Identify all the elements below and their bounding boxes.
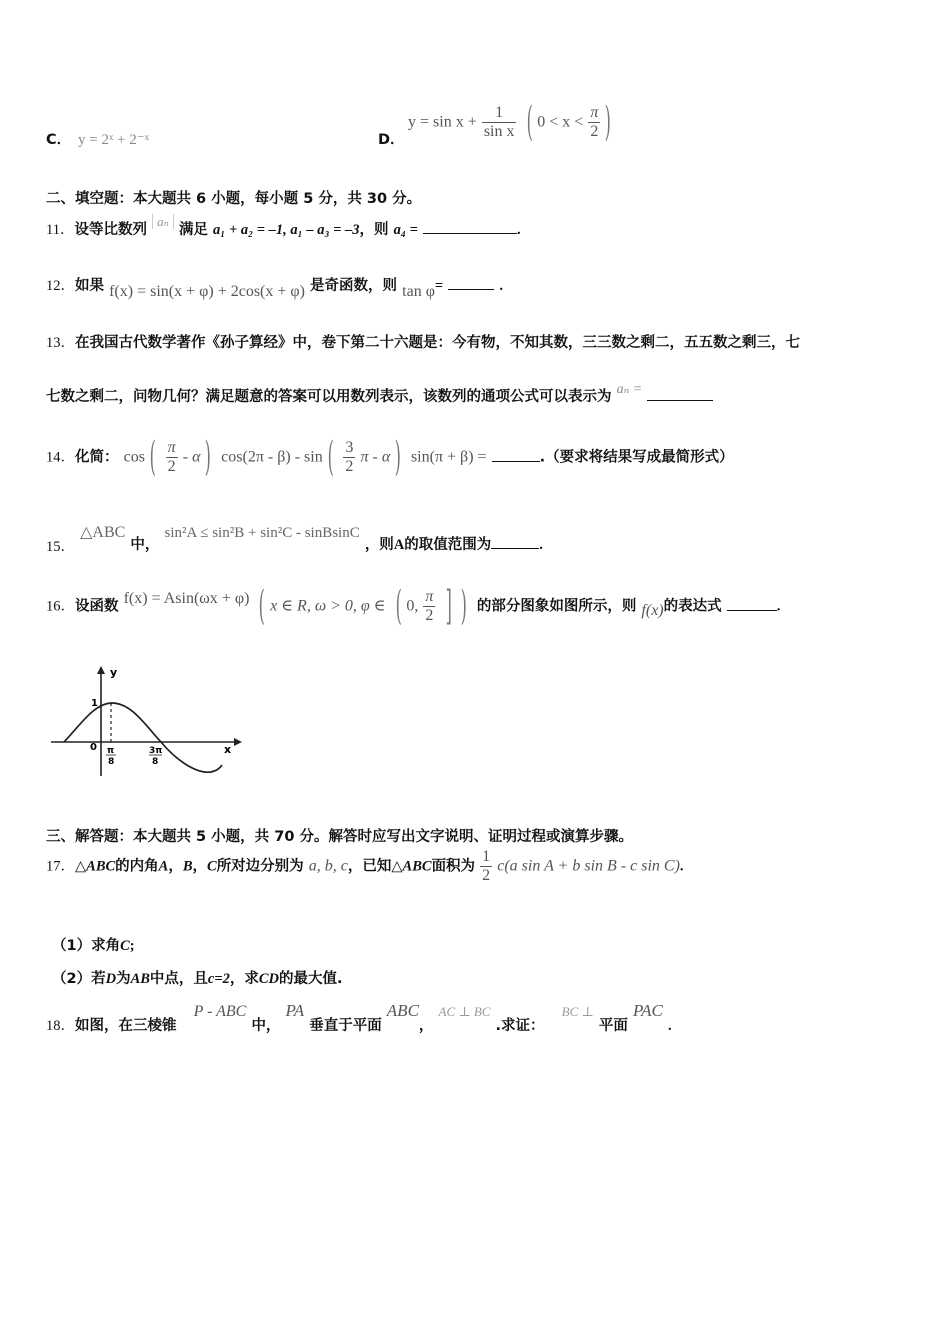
question-12: 12．如果 f(x) = sin(x + φ) + 2cos(x + φ) 是奇函数，则 tan φ= . <box>46 278 503 300</box>
option-d-fraction: $\frac{1}{\text{sin x}}$ <box>483 103 515 140</box>
answer-blank-15[interactable] <box>491 547 539 549</box>
tick-3pi-8-den: 8 <box>152 757 159 767</box>
question-11: 11．设等比数列 $^{a_n}$ 满足 a₁ + a₂ = –1, a₁ – a₃ = –3，则 a₄ = . <box>46 214 521 238</box>
answer-blank-13[interactable] <box>647 399 713 401</box>
question-15: 15． △ABC 中， sin²A ≤ sin²B + sin²C - sinBsinC ，则A的取值范围为 . <box>46 524 543 555</box>
question-16: 16．设函数 f(x) = Asin(ωx + φ) ( x ∈ R, ω > 0, φ ∈ ( 0, $\frac{\pi}{2}$ ] ) 的部分图象如图所示，则 f(x)的表达式 . <box>46 583 781 629</box>
question-13-line-1: 13．在我国古代数学著作《孙子算经》中，卷下第二十六题是：今有物，不知其数，三三数之剩二，五五数之剩三，七 <box>46 335 800 351</box>
option-d-label: D． <box>378 132 405 148</box>
tick-pi-8-num: π <box>107 746 115 756</box>
x-label: x <box>224 743 232 756</box>
option-d-formula: y = sin x + $\frac{1}{\text{sin x}}$ ( 0 < x < $\frac{\pi}{2}$ ) <box>408 99 612 145</box>
x-axis-arrow <box>234 738 242 746</box>
option-c <box>46 128 71 149</box>
answer-blank-14[interactable] <box>492 460 540 462</box>
option-c-label: C． <box>46 132 72 148</box>
origin-label: 0 <box>90 742 97 753</box>
answer-blank-11[interactable] <box>423 232 517 234</box>
sine-graph <box>46 664 246 780</box>
question-18: 18．如图，在三棱锥 P - ABC 中， PA 垂直于平面 ABC， AC ⊥ BC .求证： BC ⊥ 平面 PAC . <box>46 1001 672 1034</box>
tick-pi-8-den: 8 <box>108 757 115 767</box>
section-3-title: 三、解答题：本大题共 5 小题，共 70 分。解答时应写出文字说明、证明过程或演算步骤。 <box>46 829 633 845</box>
sine-curve <box>64 703 222 772</box>
one-label: 1 <box>91 698 98 709</box>
y-axis-arrow <box>97 666 105 674</box>
option-c-formula: y = 2ˣ + 2⁻ˣ <box>78 132 150 148</box>
question-13-line-2: 七数之剩二，问物几何？满足题意的答案可以用数列表示，该数列的通项公式可以表示为 aₙ = <box>46 385 713 406</box>
y-label: y <box>110 666 118 679</box>
section-2-title: 二、填空题：本大题共 6 小题，每小题 5 分，共 30 分。 <box>46 191 422 207</box>
tick-3pi-8-num: 3π <box>149 746 163 756</box>
answer-blank-16[interactable] <box>727 609 777 611</box>
question-14: 14．化简： cos ( $\frac{\pi}{2}$ - α ) cos(2π - β) - sin ( $\frac{3}{2}$ π - α ) sin(π + β) = .（要求将结果写成最简形式） <box>46 434 734 480</box>
question-17-part-1: （1）求角C; <box>52 938 135 954</box>
answer-blank-12[interactable] <box>448 288 494 290</box>
question-17-part-2: （2）若D为AB中点，且c=2，求CD的最大值. <box>52 971 343 987</box>
question-17: 17．△ABC的内角A，B，C所对边分别为 a, b, c，已知△ABC面积为 $\frac{1}{2}$ c(a sin A + b sin B - c sin C). <box>46 848 684 884</box>
